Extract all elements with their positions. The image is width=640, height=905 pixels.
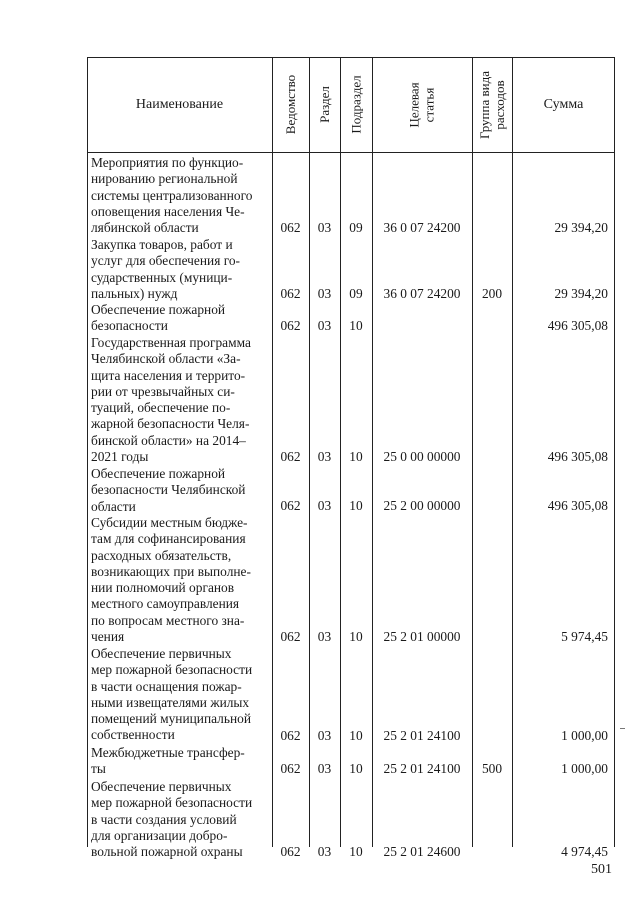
header-name: Наименование (135, 96, 224, 112)
row-podrazdel: 10 (349, 629, 363, 644)
row-vedomstvo: 062 (280, 220, 301, 235)
row-name-line: пальных) нужд (91, 285, 178, 301)
header-celevaya-cell (372, 57, 472, 152)
row-celevaya: 25 2 01 00000 (383, 629, 461, 644)
row-name-line: Государственная программа (91, 335, 251, 350)
row-vedomstvo: 062 (280, 761, 301, 776)
row-podrazdel: 09 (349, 286, 363, 301)
header-gruppa-line2: расходов (492, 79, 508, 130)
header-summa: Сумма (543, 96, 584, 112)
row-name (91, 466, 268, 515)
row-vedomstvo: 062 (280, 844, 301, 859)
header-vedomstvo-cell (272, 57, 309, 152)
row-name-line: в части создания условий (91, 811, 237, 827)
row-name-line: туаций, обеспечение по- (91, 400, 231, 416)
row-razdel: 03 (317, 728, 332, 743)
row-name-line: мер пожарной безопасности (91, 662, 253, 678)
row-vedomstvo: 062 (280, 629, 301, 644)
row-celevaya: 36 0 07 24200 (383, 286, 461, 301)
row-name (91, 335, 268, 465)
row-name-line: Челябинской области «За- (91, 351, 241, 367)
page-number: 501 (591, 862, 612, 877)
row-celevaya: 25 2 01 24100 (383, 728, 461, 743)
row-name-line: по вопросам местного зна- (91, 612, 245, 628)
row-vedomstvo: 062 (280, 318, 301, 333)
row-name-line: для организации добро- (91, 827, 228, 843)
row-podrazdel: 10 (349, 761, 363, 776)
row-name-line: Обеспечение пожарной (91, 466, 226, 481)
row-celevaya: 25 2 01 24600 (383, 844, 461, 859)
row-name-line: собственности (91, 727, 175, 743)
row-summa: 1 000,00 (561, 761, 608, 776)
row-name-line: Субсидии местным бюдже- (91, 515, 248, 530)
row-razdel: 03 (317, 629, 332, 644)
row-celevaya: 25 2 01 24100 (383, 761, 461, 776)
row-name-line: системы централизованного (91, 187, 253, 203)
row-razdel: 03 (317, 498, 332, 513)
row-podrazdel: 09 (349, 220, 363, 235)
row-name (91, 779, 268, 860)
row-name-line: оповещения населения Че- (91, 203, 245, 219)
row-name (91, 302, 268, 335)
row-podrazdel: 10 (349, 844, 363, 859)
col-border (87, 57, 88, 847)
row-name-line: ты (91, 761, 106, 777)
header-gruppa (477, 71, 507, 139)
row-razdel: 03 (317, 449, 332, 464)
row-name-line: сударственных (муници- (91, 269, 233, 285)
row-podrazdel: 10 (349, 318, 363, 333)
row-razdel: 03 (317, 761, 332, 776)
col-border (614, 57, 615, 847)
row-name-line: помещений муниципальной (91, 711, 252, 727)
header-razdel-cell (309, 57, 340, 152)
header-celevaya-line2: статья (421, 87, 437, 122)
header-celevaya-line1: Целевая (406, 81, 422, 128)
row-name (91, 515, 268, 645)
row-name-line: бинской области» на 2014– (91, 432, 246, 448)
row-name-line: безопасности Челябинской (91, 482, 246, 498)
row-name-line: вольной пожарной охраны (91, 844, 243, 860)
row-name-line: чения (91, 629, 125, 645)
row-name-line: безопасности (91, 318, 168, 334)
row-razdel: 03 (317, 844, 332, 859)
row-summa: 5 974,45 (561, 629, 608, 644)
row-name-line: там для софинансирования (91, 531, 246, 547)
row-name-line: Обеспечение пожарной (91, 302, 226, 317)
row-name-line: нированию региональной (91, 171, 238, 187)
row-name-line: Межбюджетные трансфер- (91, 745, 245, 760)
row-name-line: мер пожарной безопасности (91, 795, 253, 811)
row-gruppa: 200 (481, 286, 503, 301)
row-name-line: области (91, 498, 136, 514)
row-name-line: 2021 годы (91, 449, 149, 465)
row-name (91, 745, 268, 778)
budget-table (87, 57, 615, 860)
row-name-line: услуг для обеспечения го- (91, 253, 241, 269)
row-vedomstvo: 062 (280, 728, 301, 743)
row-name-line: Обеспечение первичных (91, 779, 232, 794)
row-name-line: рии от чрезвычайных си- (91, 383, 235, 399)
row-celevaya: 36 0 07 24200 (383, 220, 461, 235)
header-vedomstvo: Ведомство (283, 74, 298, 135)
row-vedomstvo: 062 (280, 286, 301, 301)
row-name (91, 237, 268, 302)
row-name-line: возникающих при выполне- (91, 563, 251, 579)
row-name-line: расходных обязательств, (91, 547, 232, 563)
row-summa: 496 305,08 (547, 318, 608, 333)
header-gruppa-line1: Группа вида (477, 70, 493, 139)
row-name (91, 646, 268, 744)
row-summa: 29 394,20 (554, 286, 608, 301)
row-name-line: Мероприятия по функцио- (91, 155, 244, 170)
col-border (472, 57, 473, 847)
row-celevaya: 25 2 00 00000 (383, 498, 461, 513)
row-celevaya: 25 0 00 00000 (383, 449, 461, 464)
row-summa: 496 305,08 (547, 498, 608, 513)
row-vedomstvo: 062 (280, 498, 301, 513)
row-gruppa: 500 (481, 761, 503, 776)
header-razdel: Раздел (317, 86, 332, 123)
row-name-line: щита населения и террито- (91, 367, 246, 383)
row-name (91, 155, 268, 236)
row-name-line: Закупка товаров, работ и (91, 237, 233, 252)
row-podrazdel: 10 (349, 498, 363, 513)
row-summa: 496 305,08 (547, 449, 608, 464)
row-name-line: местного самоуправления (91, 596, 240, 612)
header-podrazdel-cell (340, 57, 372, 152)
row-name-line: в части оснащения пожар- (91, 678, 242, 694)
row-name-line: нии полномочий органов (91, 580, 235, 596)
row-razdel: 03 (317, 286, 332, 301)
header-gruppa-cell (472, 57, 512, 152)
header-celevaya (407, 82, 437, 127)
row-name-line: лябинской области (91, 220, 199, 236)
row-podrazdel: 10 (349, 728, 363, 743)
row-name-line: Обеспечение первичных (91, 646, 232, 661)
row-summa: 4 974,45 (561, 844, 608, 859)
row-name-line: жарной безопасности Челя- (91, 416, 250, 432)
row-name-line: ными извещателями жилых (91, 694, 250, 710)
row-podrazdel: 10 (349, 449, 363, 464)
row-vedomstvo: 062 (280, 449, 301, 464)
row-razdel: 03 (317, 318, 332, 333)
row-summa: 1 000,00 (561, 728, 608, 743)
header-bottom-border (87, 152, 615, 153)
row-summa: 29 394,20 (554, 220, 608, 235)
header-podrazdel: Подраздел (348, 75, 364, 134)
row-razdel: 03 (317, 220, 332, 235)
scan-mark (620, 728, 625, 729)
